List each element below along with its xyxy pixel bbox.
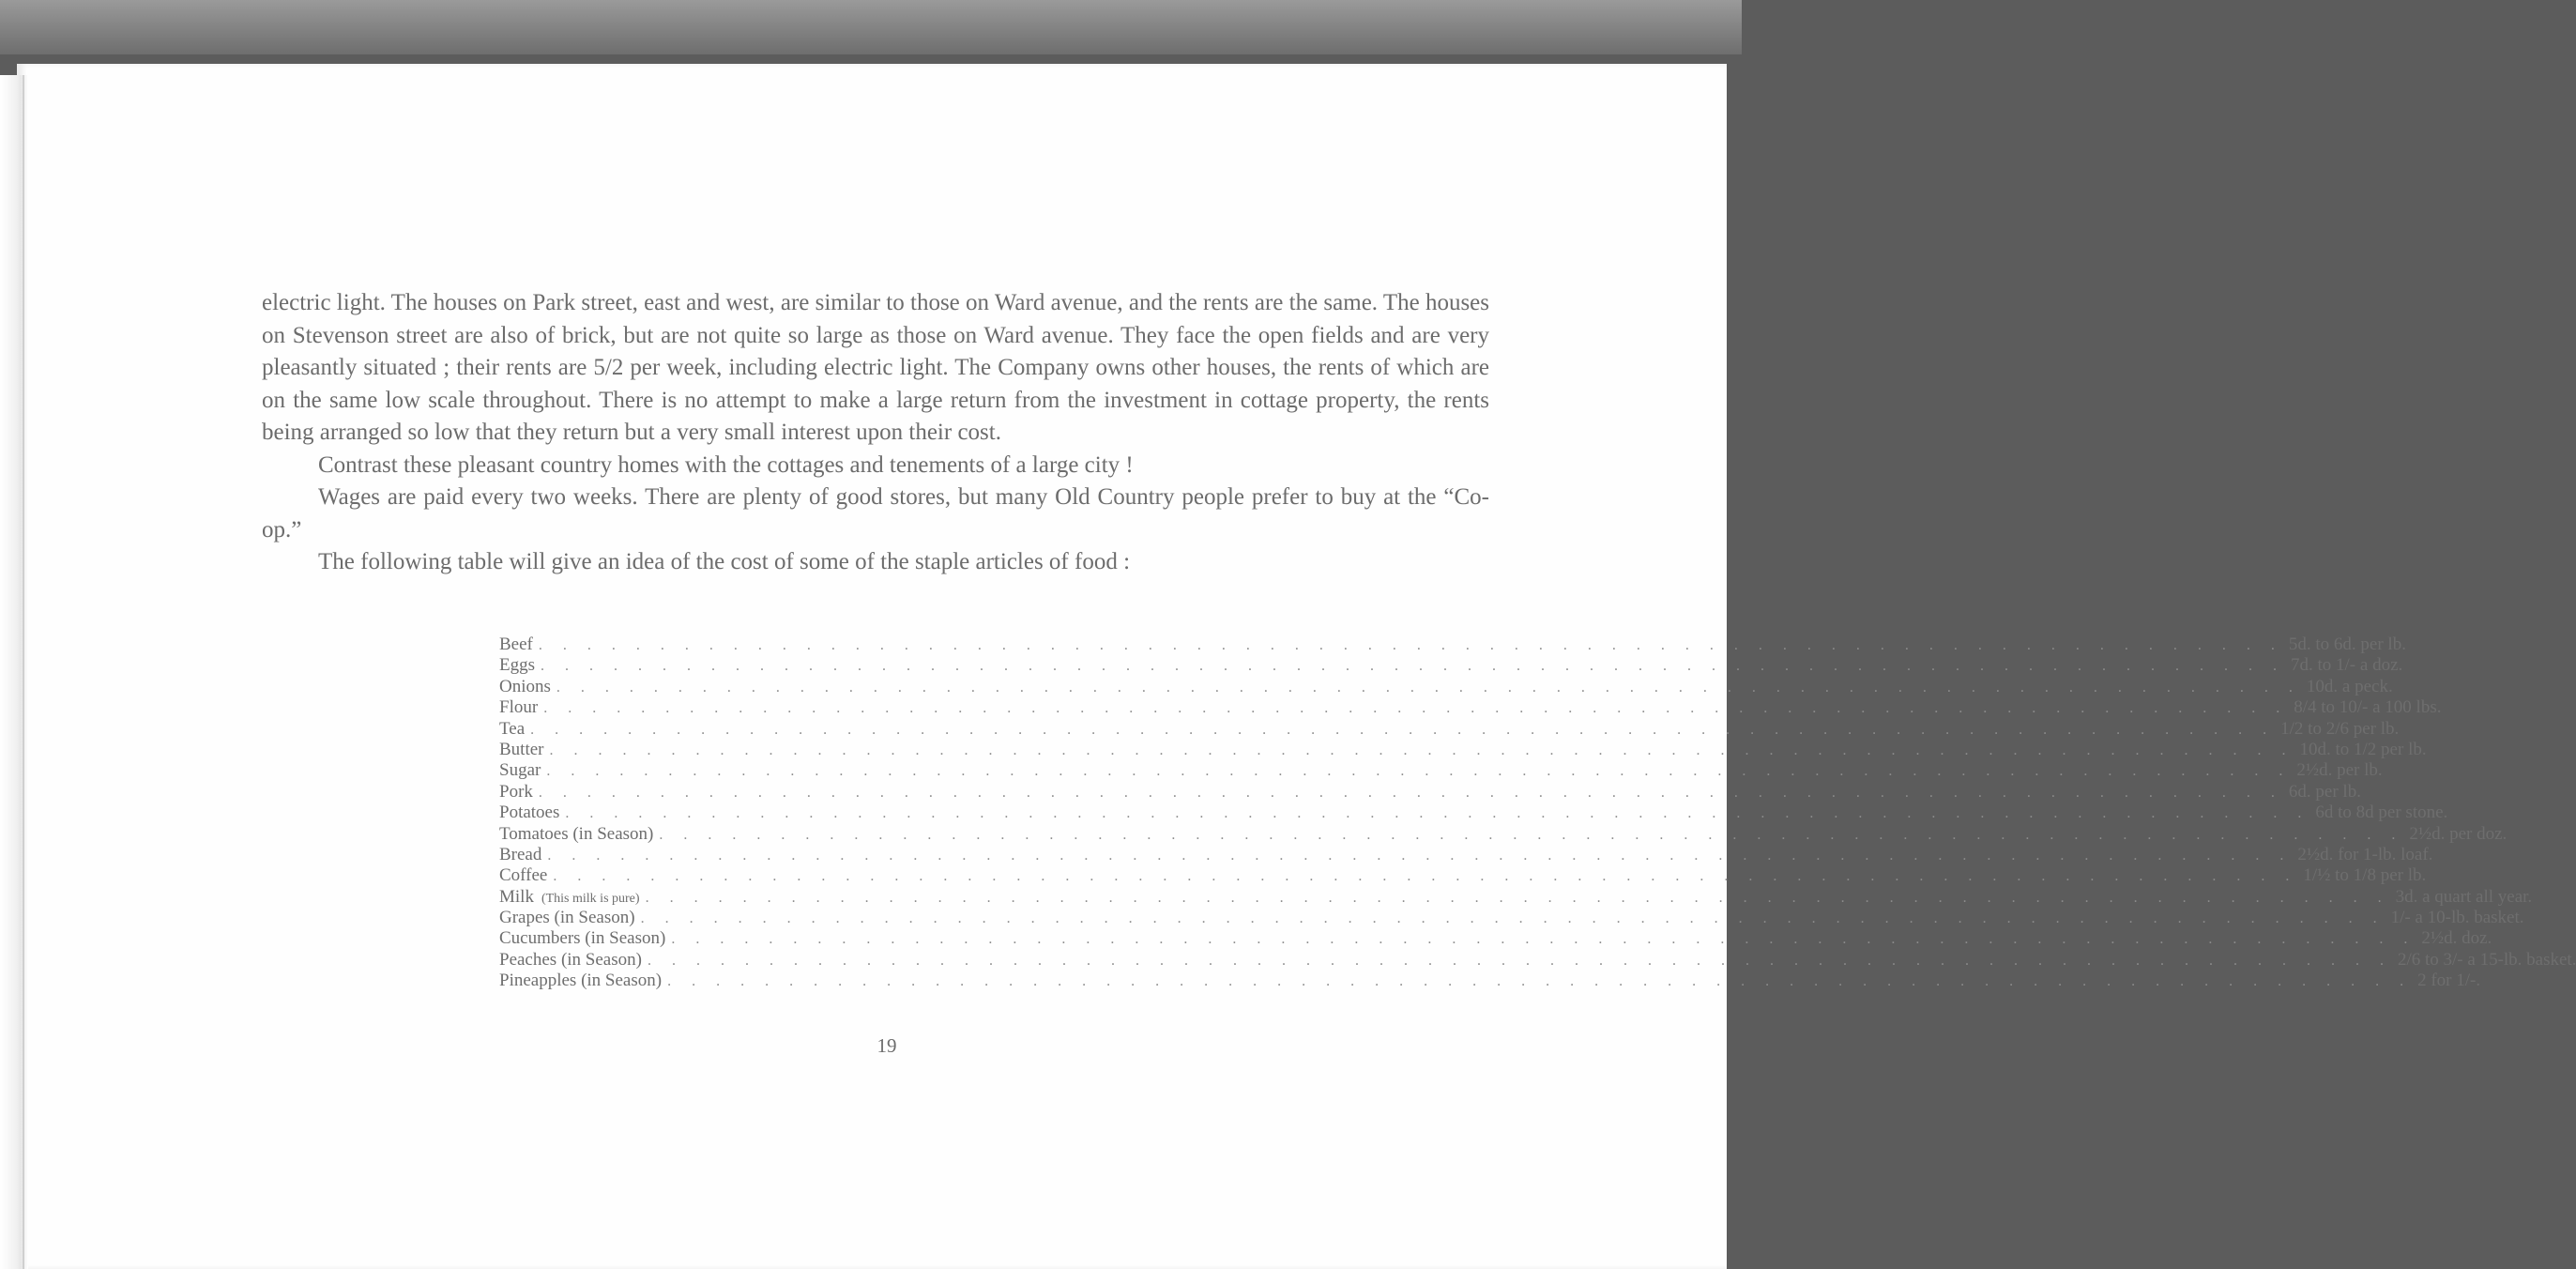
price-item-name: Potatoes xyxy=(499,803,560,823)
dot-leader: . . . . . . . . . . . . . . . . . . . . . . . . . . . . . . . . . . . . . . . . . . . . . . . . . . . . . . . . . . . . . . . . . . . . . . . . xyxy=(538,784,2283,801)
price-row xyxy=(499,823,2507,845)
price-item-value: 8/4 to 10/- a 100 lbs. xyxy=(2294,697,2442,718)
price-item-value: 2½d. per doz. xyxy=(2409,823,2507,844)
price-item-name: Eggs xyxy=(499,655,535,676)
page-number: 19 xyxy=(876,1034,897,1057)
dot-leader: . . . . . . . . . . . . . . . . . . . . . . . . . . . . . . . . . . . . . . . . . . . . . . . . . . . . . . . . . . . . . . . . . . . . . . . . xyxy=(565,805,2310,822)
price-item-value: 6d to 8d per stone. xyxy=(2315,803,2448,823)
price-row xyxy=(499,865,2427,886)
dot-leader: . . . . . . . . . . . . . . . . . . . . . . . . . . . . . . . . . . . . . . . . . . . . . . . . . . . . . . . . . . . . . . . . . . . . . . . . xyxy=(671,931,2416,948)
price-row xyxy=(499,949,2576,971)
price-item-name: Tomatoes (in Season) xyxy=(499,823,654,844)
price-item-note: (This milk is pure) xyxy=(541,891,640,906)
price-item-name: Pork xyxy=(499,781,533,802)
dot-leader: . . . . . . . . . . . . . . . . . . . . . . . . . . . . . . . . . . . . . . . . . . . . . . . . . . . . . . . . . . . . . . . . . . . . . . . . xyxy=(543,700,2289,717)
paragraph-wages: Wages are paid every two weeks. There are plenty of good stores, but many Old Country people prefer to buy at the “Co-op.” xyxy=(262,484,1489,543)
price-item-name: Tea xyxy=(499,718,526,739)
price-item-value: 1/- a 10-lb. basket. xyxy=(2390,908,2524,928)
price-item-value: 2½d. doz. xyxy=(2421,928,2492,949)
price-row xyxy=(499,655,2403,676)
dot-leader: . . . . . . . . . . . . . . . . . . . . . . . . . . . . . . . . . . . . . . . . . . . . . . . . . . . . . . . . . . . . . . . . . . . . . . . . xyxy=(667,973,2413,990)
price-item-value: 2 for 1/-. xyxy=(2417,971,2481,991)
price-item-value: 7d. to 1/- a doz. xyxy=(2291,655,2403,676)
price-item-value: 2½d. for 1-lb. loaf. xyxy=(2297,844,2433,864)
price-item-value: 10d. to 1/2 per lb. xyxy=(2299,739,2427,759)
price-row xyxy=(499,844,2433,865)
dot-leader: . . . . . . . . . . . . . . . . . . . . . . . . . . . . . . . . . . . . . . . . . . . . . . . . . . . . . . . . . . . . . . . . . . . . . . . . xyxy=(547,847,2293,864)
dot-leader: . . . . . . . . . . . . . . . . . . . . . . . . . . . . . . . . . . . . . . . . . . . . . . . . . . . . . . . . . . . . . . . . . . . . . . . . xyxy=(647,952,2392,969)
price-item-value: 5d. to 6d. per lb. xyxy=(2288,634,2406,654)
price-row xyxy=(499,697,2442,718)
dot-leader: . . . . . . . . . . . . . . . . . . . . . . . . . . . . . . . . . . . . . . . . . . . . . . . . . . . . . . . . . . . . . . . . . . . . . . . . xyxy=(549,742,2294,758)
price-row xyxy=(499,718,2400,740)
price-item-name: Beef xyxy=(499,634,533,654)
price-item-value: 2/6 to 3/- a 15-lb. basket. xyxy=(2397,949,2576,970)
price-item-name: Cucumbers (in Season) xyxy=(499,928,666,949)
price-item-value: 3d. a quart all year. xyxy=(2395,886,2533,907)
dot-leader: . . . . . . . . . . . . . . . . . . . . . . . . . . . . . . . . . . . . . . . . . . . . . . . . . . . . . . . . . . . . . . . . . . . . . . . . xyxy=(538,637,2283,653)
price-item-name: Bread xyxy=(499,844,542,864)
price-row xyxy=(499,886,2533,908)
paragraph-contrast: Contrast these pleasant country homes with the cottages and tenements of a large city ! xyxy=(318,451,1134,478)
price-item-name: Butter xyxy=(499,739,544,759)
price-row xyxy=(499,676,2393,697)
dot-leader: . . . . . . . . . . . . . . . . . . . . . . . . . . . . . . . . . . . . . . . . . . . . . . . . . . . . . . . . . . . . . . . . . . . . . . . . xyxy=(659,826,2404,843)
price-item-name: Grapes (in Season) xyxy=(499,908,635,928)
price-row xyxy=(499,760,2383,781)
dot-leader: . . . . . . . . . . . . . . . . . . . . . . . . . . . . . . . . . . . . . . . . . . . . . . . . . . . . . . . . . . . . . . . . . . . . . . . . xyxy=(530,721,2276,738)
price-item-name: Onions xyxy=(499,676,551,696)
price-item-name: Flour xyxy=(499,697,539,718)
price-row xyxy=(499,928,2492,949)
dot-leader: . . . . . . . . . . . . . . . . . . . . . . . . . . . . . . . . . . . . . . . . . . . . . . . . . . . . . . . . . . . . . . . . . . . . . . . . xyxy=(541,658,2285,675)
price-row xyxy=(499,739,2427,760)
dot-leader: . . . . . . . . . . . . . . . . . . . . . . . . . . . . . . . . . . . . . . . . . . . . . . . . . . . . . . . . . . . . . . . . . . . . . . . . xyxy=(645,889,2390,906)
dot-leader: . . . . . . . . . . . . . . . . . . . . . . . . . . . . . . . . . . . . . . . . . . . . . . . . . . . . . . . . . . . . . . . . . . . . . . . . xyxy=(546,763,2292,780)
paragraph-rents: electric light. The houses on Park street, east and west, are similar to those on Ward avenue, and the rents are the same. The houses on Stevenson street are also of brick, but are not quite so large as those on Ward avenue. They face the open fields and are very pleasantly situated ; their rents are 5/2 per week, including electric light. The Company owns other houses, the rents of which are on the same low scale throughout. There is no attempt to make a large return from the investment in cottage property, the rents being arranged so low that they return but a very small interest upon their cost. xyxy=(262,290,1490,445)
price-item-name: Milk xyxy=(499,886,534,907)
food-price-table xyxy=(499,634,2576,992)
dot-leader: . . . . . . . . . . . . . . . . . . . . . . . . . . . . . . . . . . . . . . . . . . . . . . . . . . . . . . . . . . . . . . . . . . . . . . . . xyxy=(553,868,2298,885)
price-item-name: Peaches (in Season) xyxy=(499,949,642,970)
price-item-name: Sugar xyxy=(499,760,541,781)
paragraph-table-intro: The following table will give an idea of the cost of some of the staple articles of food : xyxy=(318,549,1131,574)
price-row xyxy=(499,634,2406,655)
price-row xyxy=(499,781,2361,803)
price-row xyxy=(499,971,2481,991)
price-item-value: 2½d. per lb. xyxy=(2296,760,2383,781)
body-text xyxy=(262,287,1489,579)
price-row xyxy=(499,803,2448,823)
price-item-value: 10d. a peck. xyxy=(2306,676,2393,696)
price-item-value: 1/2 to 2/6 per lb. xyxy=(2280,718,2400,739)
binding-edge-line xyxy=(23,75,24,1269)
price-row xyxy=(499,908,2524,928)
price-item-name: Pineapples (in Season) xyxy=(499,971,663,991)
price-item-name: Coffee xyxy=(499,865,548,886)
price-item-value: 1/½ to 1/8 per lb. xyxy=(2303,865,2427,886)
dot-leader: . . . . . . . . . . . . . . . . . . . . . . . . . . . . . . . . . . . . . . . . . . . . . . . . . . . . . . . . . . . . . . . . . . . . . . . . xyxy=(640,910,2385,927)
scanner-top-band xyxy=(0,0,1742,54)
price-item-value: 6d. per lb. xyxy=(2288,781,2361,802)
dot-leader: . . . . . . . . . . . . . . . . . . . . . . . . . . . . . . . . . . . . . . . . . . . . . . . . . . . . . . . . . . . . . . . . . . . . . . . . xyxy=(556,679,2301,696)
